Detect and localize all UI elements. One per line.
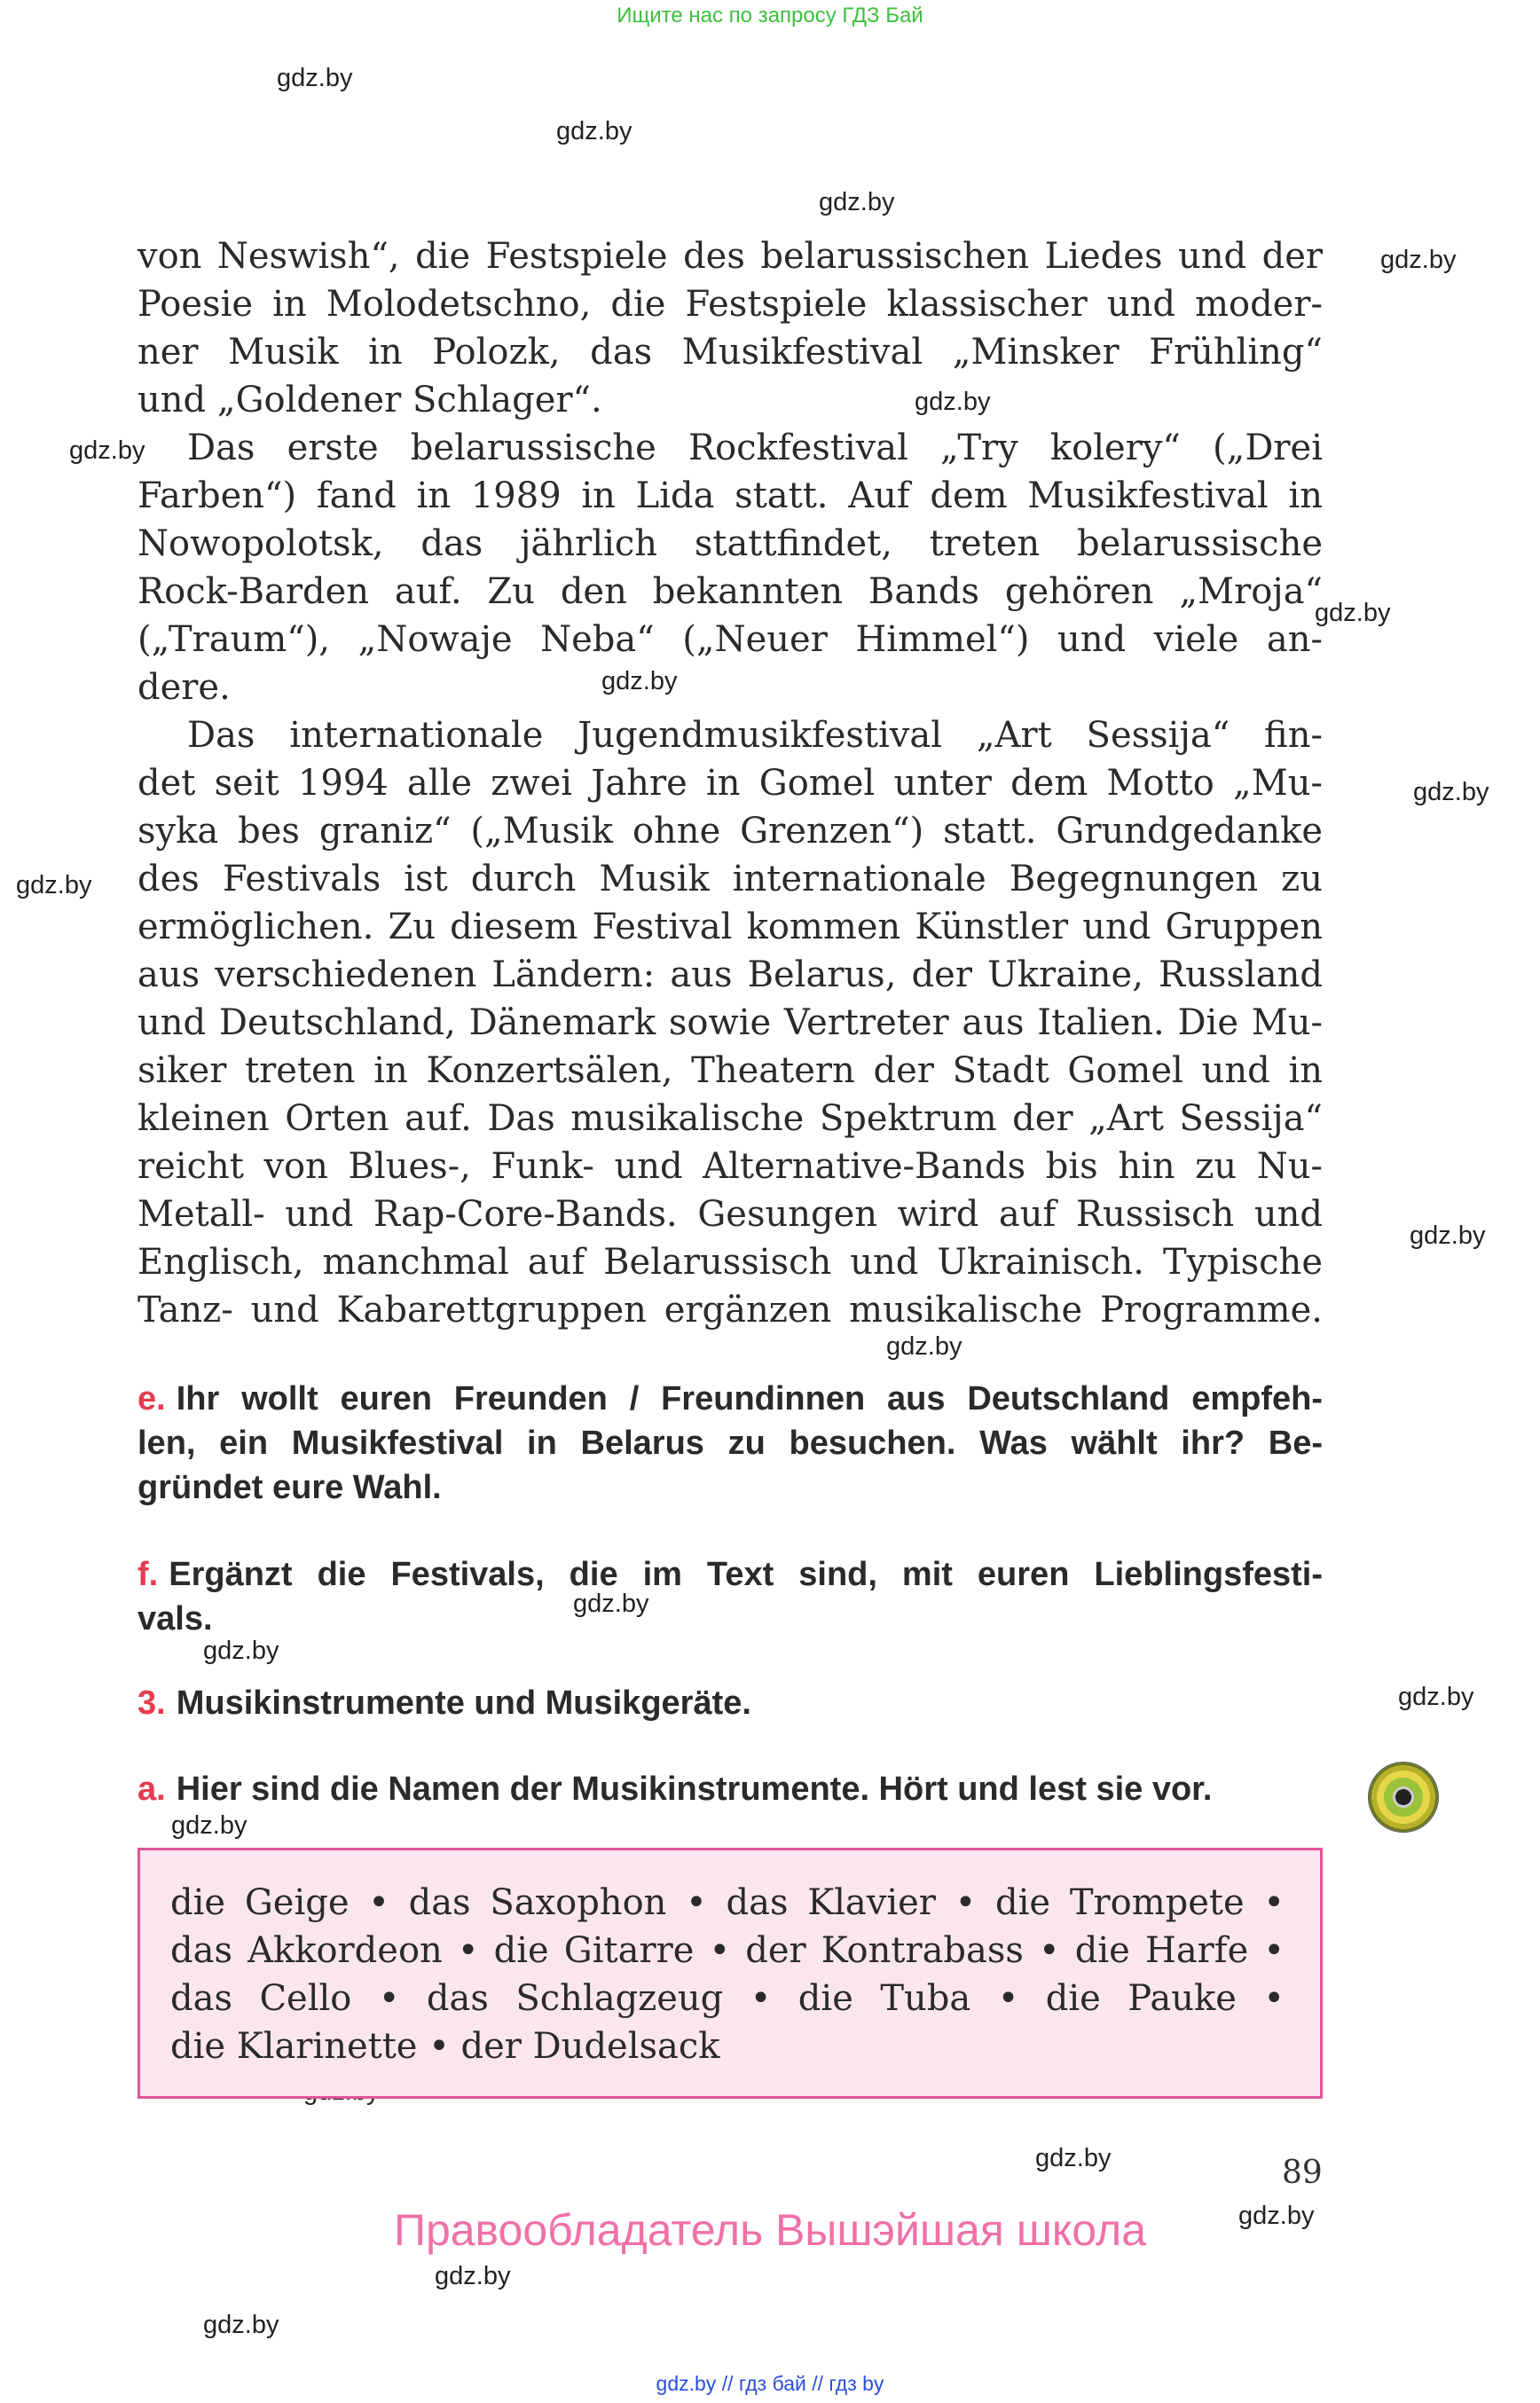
cd-icon[interactable]: [1369, 1763, 1438, 1832]
page-number: 89: [1282, 2155, 1323, 2191]
text-line: Poesie in Molodetschno, die Festspiele klassischer und moder-: [138, 284, 1323, 325]
text-line: Farben“) fand in 1989 in Lida statt. Auf dem Musikfestival in: [138, 475, 1323, 516]
watermark: gdz.by: [1380, 246, 1457, 274]
rights-holder: Правообладатель Вышэйшая школа: [394, 2205, 1146, 2255]
instruments-line: die Klarinette • der Dudelsack: [170, 2026, 720, 2067]
task-letter: f.: [138, 1556, 159, 1593]
task-e-line: len, ein Musikfestival in Belarus zu besuchen. Was wählt ihr? Be-: [138, 1425, 1323, 1462]
text-line: des Festivals ist durch Musik internationale Begegnungen zu: [138, 859, 1323, 899]
task-f-line: [138, 1552, 1323, 1597]
text-line: Nowopolotsk, das jährlich stattfindet, treten belarussische: [138, 523, 1323, 564]
task-letter: 3.: [138, 1684, 166, 1722]
text-line: Metall- und Rap-Core-Bands. Gesungen wird auf Russisch und: [138, 1194, 1323, 1235]
task-text: Hier sind die Namen der Musikinstrumente. Hört und lest sie vor.: [176, 1771, 1213, 1808]
watermark: gdz.by: [1410, 1221, 1486, 1250]
text-line: ermöglichen. Zu diesem Festival kommen Künstler und Gruppen: [138, 907, 1323, 947]
task-f-line: vals.: [138, 1600, 213, 1637]
text-line: von Neswish“, die Festspiele des belarussischen Liedes und der: [138, 236, 1323, 277]
watermark: gdz.by: [1398, 1683, 1474, 1711]
task-e-line: [138, 1377, 1323, 1421]
text-line: det seit 1994 alle zwei Jahre in Gomel unter dem Motto „Mu-: [138, 763, 1323, 804]
watermark: gdz.by: [203, 2311, 279, 2339]
watermark: gdz.by: [601, 667, 678, 695]
text-line: kleinen Orten auf. Das musikalische Spektrum der „Art Sessija“: [138, 1098, 1323, 1139]
watermark: gdz.by: [1238, 2202, 1315, 2230]
text-line: syka bes graniz“ („Musik ohne Grenzen“) statt. Grundgedanke: [138, 811, 1323, 852]
text-line: und Deutschland, Dänemark sowie Vertreter aus Italien. Die Mu-: [138, 1002, 1323, 1043]
watermark: gdz.by: [1413, 778, 1489, 806]
watermark: gdz.by: [203, 1637, 279, 1665]
text-line: aus verschiedenen Ländern: aus Belarus, der Ukraine, Russland: [138, 954, 1323, 995]
instruments-line: die Geige • das Saxophon • das Klavier • die Trompete •: [170, 1882, 1285, 1923]
watermark: gdz.by: [915, 388, 991, 416]
task-letter: a.: [138, 1771, 166, 1808]
text-line: („Traum“), „Nowaje Neba“ („Neuer Himmel“) und viele an-: [138, 619, 1323, 660]
text-line: siker treten in Konzertsälen, Theatern der Stadt Gomel und in: [138, 1050, 1323, 1091]
task-text: Musikinstrumente und Musikgeräte.: [176, 1684, 751, 1722]
text-line: ner Musik in Polozk, das Musikfestival „Minsker Frühling“: [138, 332, 1323, 373]
text-line: Das internationale Jugendmusikfestival „Art Sessija“ fin-: [187, 715, 1323, 756]
text-line: reicht von Blues-, Funk- und Alternative-Bands bis hin zu Nu-: [138, 1146, 1323, 1187]
text-line: Tanz- und Kabarettgruppen ergänzen musikalische Programme.: [138, 1290, 1323, 1331]
instruments-line: das Akkordeon • die Gitarre • der Kontrabass • die Harfe •: [170, 1930, 1285, 1971]
watermark: gdz.by: [1315, 599, 1391, 627]
text-line: und „Goldener Schlager“.: [138, 380, 602, 420]
watermark: gdz.by: [16, 871, 92, 899]
task-a-line: [138, 1767, 1323, 1811]
watermark: gdz.by: [171, 1811, 248, 1840]
watermark: gdz.by: [435, 2262, 511, 2290]
text-line: dere.: [138, 667, 231, 708]
task-letter: e.: [138, 1380, 166, 1417]
watermark: gdz.by: [1035, 2144, 1112, 2172]
text-line: Das erste belarussische Rockfestival „Try kolery“ („Drei: [187, 428, 1323, 468]
text-line: Englisch, manchmal auf Belarussisch und Ukrainisch. Typische: [138, 1242, 1323, 1283]
top-banner[interactable]: Ищите нас по запросу ГДЗ Бай: [617, 4, 923, 27]
task-3-heading: [138, 1681, 1323, 1725]
task-e-line: gründet eure Wahl.: [138, 1469, 442, 1506]
watermark: gdz.by: [277, 64, 353, 92]
watermark: gdz.by: [886, 1332, 962, 1361]
task-text: Ergänzt die Festivals, die im Text sind, mit euren Lieblingsfesti-: [169, 1556, 1323, 1593]
watermark: gdz.by: [573, 1590, 649, 1618]
instruments-line: das Cello • das Schlagzeug • die Tuba • die Pauke •: [170, 1978, 1285, 2019]
bottom-links[interactable]: gdz.by // гдз бай // гдз by: [656, 2372, 884, 2395]
watermark: gdz.by: [556, 117, 632, 145]
text-line: Rock-Barden auf. Zu den bekannten Bands gehören „Mroja“: [138, 571, 1323, 612]
task-text: Ihr wollt euren Freunden / Freundinnen aus Deutschland empfeh-: [176, 1380, 1323, 1417]
watermark: gdz.by: [69, 436, 145, 465]
watermark: gdz.by: [819, 188, 895, 216]
